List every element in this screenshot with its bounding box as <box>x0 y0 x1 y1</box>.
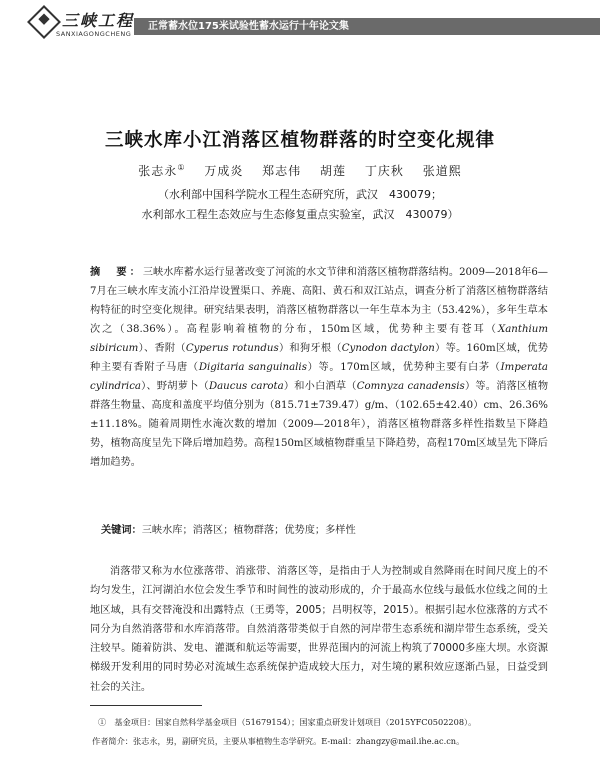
author-name: 张道熙 <box>422 164 462 178</box>
author-name: 丁庆秋 <box>364 164 404 178</box>
journal-logo-english: SANXIAGONGCHENG <box>56 30 132 38</box>
running-header <box>0 0 600 50</box>
abstract-text: ）、香附（ <box>138 343 186 354</box>
abstract-text: ）、野胡萝卜（ <box>140 381 209 392</box>
abstract-text: ）等。160m区域，优势种主要有香附子马唐（ <box>90 343 548 373</box>
abstract-label: 摘 要： <box>90 267 143 278</box>
footnote-author-bio: 作者简介：张志永，男，副研究员，主要从事植物生态学研究。E-mail：zhangzy@mail.ihe.ac.cn。 <box>92 736 465 746</box>
keywords-label: 关键词： <box>101 525 142 536</box>
species-name: Cyperus rotundus <box>185 343 279 354</box>
author-name: 胡莲 <box>320 164 347 178</box>
author-name: 万成炎 <box>204 164 244 178</box>
abstract-text: ）和狗牙根（ <box>278 343 342 354</box>
species-name: Digitaria sanguinalis <box>198 362 307 373</box>
abstract-text: ）和小白酒草（ <box>283 381 357 392</box>
header-banner-text: 正常蓄水位175米试验性蓄水运行十年论文集 <box>148 21 349 32</box>
affiliation-line: 水利部水工程生态效应与生态修复重点实验室，武汉 430079） <box>141 208 459 221</box>
abstract-text: ）等。消落区植物群落生物量、高度和盖度平均值分别为（815.71±739.47）g/m、（102.65±42.40）cm、26.36%±11.18%。随着周期性水淹次数的增加（2009—2018年），消落区植物群落多样性指数呈下降趋势，植物高度呈先下降后增加趋势。高程150m区域植物群重呈下降趋势，高程170m区域呈先下降后增加趋势。 <box>90 381 549 468</box>
author-name: 郑志伟 <box>262 164 302 178</box>
species-name: Imperata cylindrica <box>90 362 548 392</box>
abstract-text: 三峡水库蓄水运行显著改变了河流的水文节律和消落区植物群落结构。2009—2018年6—7月在三峡水库支流小江沿岸设置渠口、养鹿、高阳、黄石和双江站点，调查分析了消落区植物群落结构特征的时空变化规律。研究结果表明，消落区植物群落以一年生草本为主（53.42%），多年生草本次之（38.36%）。高程影响着植物的分布，150m区域，优势种主要有苍耳（ <box>90 267 548 335</box>
species-name: Daucus carota <box>208 381 284 392</box>
affiliation-line: （水利部中国科学院水工程生态研究所，武汉 430079； <box>158 188 442 201</box>
species-name: Cynodon dactylon <box>341 343 435 354</box>
paper-title: 三峡水库小江消落区植物群落的时空变化规律 <box>104 130 495 151</box>
abstract-text: ）等。170m区域，优势种主要有白茅（ <box>306 362 501 373</box>
body-paragraph: 消落带又称为水位涨落带、消涨带、消落区等，是指由于人为控制或自然降雨在时间尺度上的不均匀发生，江河湖泊水位会发生季节和时间性的波动形成的，介于最高水位线与最低水位线之间的土地区域，具有交替淹没和出露特点（王勇等，2005；吕明权等，2015）。根据引起水位涨落的方式不同分为自然消落带和水库消落带。自然消落带类似于自然的河岸带生态系统和湖岸带生态系统，受关注较早。随着防洪、发电、灌溉和航运等需要，世界范围内的河流上构筑了70000多座大坝。水资源梯级开发利用的同时势必对流域生态系统保护造成较大压力，对生境的累积效应逐渐凸显，日益受到社会的关注。 <box>90 566 548 693</box>
footnote-funding: ① 基金项目：国家自然科学基金项目（51679154）；国家重点研发计划项目（2015YFC0502208）。 <box>98 717 477 727</box>
author-name: 张志永 <box>138 164 178 178</box>
author-footnote-mark: ① <box>177 163 186 172</box>
species-name: Comnyza canadensis <box>356 381 465 392</box>
journal-logo-chinese: 三峡工程 <box>62 11 135 30</box>
footnote-divider <box>90 705 202 706</box>
keywords-text: 三峡水库；消落区；植物群落；优势度；多样性 <box>141 525 356 536</box>
keywords <box>101 521 551 536</box>
species-name: Xanthium sibiricum <box>90 324 548 354</box>
abstract <box>90 263 548 472</box>
author-list <box>0 162 600 179</box>
